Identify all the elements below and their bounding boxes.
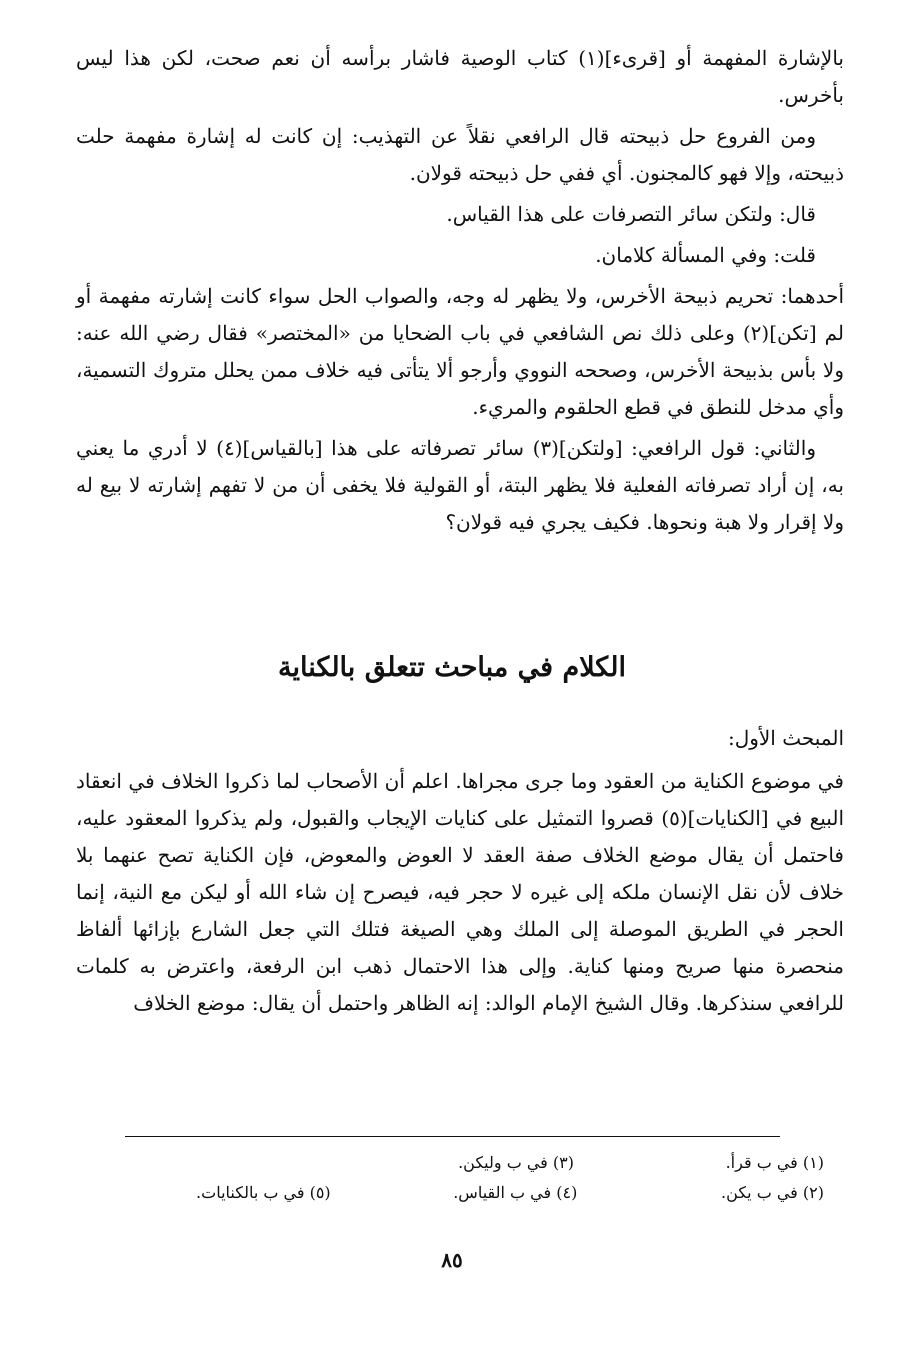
paragraph-5: أحدهما: تحريم ذبيحة الأخرس، ولا يظهر له وجه، والصواب الحل سواء كانت إشارته مفهمة أو لم [تكن](٢) وعلى ذلك نص الشافعي في باب الضحايا من «المختصر» فقال رضي الله عنه: ولا بأس بذبيحة الأخرس، وصححه النووي وأرجو ألا يتأتى فيه خلاف ممن يحلل متروك التسمية، وأي مدخل للنطق في قطع الحلقوم والمريء. — [76, 284, 844, 419]
footnotes — [84, 1148, 824, 1208]
footnote-5: (٥) في ب بالكنايات. — [196, 1183, 331, 1202]
page-number: ٨٥ — [441, 1248, 463, 1272]
body-text — [76, 40, 844, 545]
section-body — [76, 720, 844, 1022]
footnote-4: (٤) في ب القياس. — [453, 1183, 578, 1202]
section-heading: الكلام في مباحث تتعلق بالكناية — [278, 652, 626, 683]
footnote-row-1 — [84, 1148, 824, 1178]
footnote-divider — [125, 1136, 780, 1137]
footnote-1: (١) في ب قرأ. — [725, 1153, 824, 1172]
paragraph-4: قلت: وفي المسألة كلامان. — [595, 243, 816, 267]
footnote-2: (٢) في ب يكن. — [721, 1183, 824, 1202]
footnote-3: (٣) في ب وليكن. — [458, 1153, 574, 1172]
footnote-row-2 — [84, 1178, 824, 1208]
subheading: المبحث الأول: — [727, 726, 844, 750]
paragraph-2: ومن الفروع حل ذبيحته قال الرافعي نقلاً عن التهذيب: إن كانت له إشارة مفهمة حلت ذبيحته، وإلا فهو كالمجنون. أي ففي حل ذبيحته قولان. — [76, 124, 844, 185]
paragraph-3: قال: ولتكن سائر التصرفات على هذا القياس. — [446, 202, 816, 226]
paragraph-6: والثاني: قول الرافعي: [ولتكن](٣) سائر تصرفاته على هذا [بالقياس](٤) لا أدري ما يعني به، إن أراد تصرفاته الفعلية فلا يظهر البتة، أو القولية فلا يخفى أن من لا تفهم إشارته لا بيع له ولا إقرار ولا هبة ونحوها. فكيف يجري فيه قولان؟ — [76, 436, 844, 534]
section-paragraph: في موضوع الكناية من العقود وما جرى مجراها. اعلم أن الأصحاب لما ذكروا الخلاف في انعقاد البيع في [الكنايات](٥) قصروا التمثيل على كنايات الإيجاب والقبول، ولم يذكروا المعقود عليه، فاحتمل أن يقال موضع الخلاف صفة العقد لا العوض والمعوض، فإن الكناية تصح عنهما بلا خلاف لأن نقل الإنسان ملكه إلى غيره لا حجر فيه، فيصرح إن شاء الله أو ليكن مع النية، إنما الحجر في الطريق الموصلة إلى الملك وهي الصيغة فتلك التي جعل الشارع بإزائها ألفاظ منحصرة منها صريح ومنها كناية. وإلى هذا الاحتمال ذهب ابن الرفعة، واعترض به كلمات للرافعي سنذكرها. وقال الشيخ الإمام الوالد: إنه الظاهر واحتمل أن يقال: موضع الخلاف — [76, 769, 845, 1015]
paragraph-1: بالإشارة المفهمة أو [قرىء](١) كتاب الوصية فاشار برأسه أن نعم صحت، لكن هذا ليس بأخرس. — [76, 46, 844, 107]
